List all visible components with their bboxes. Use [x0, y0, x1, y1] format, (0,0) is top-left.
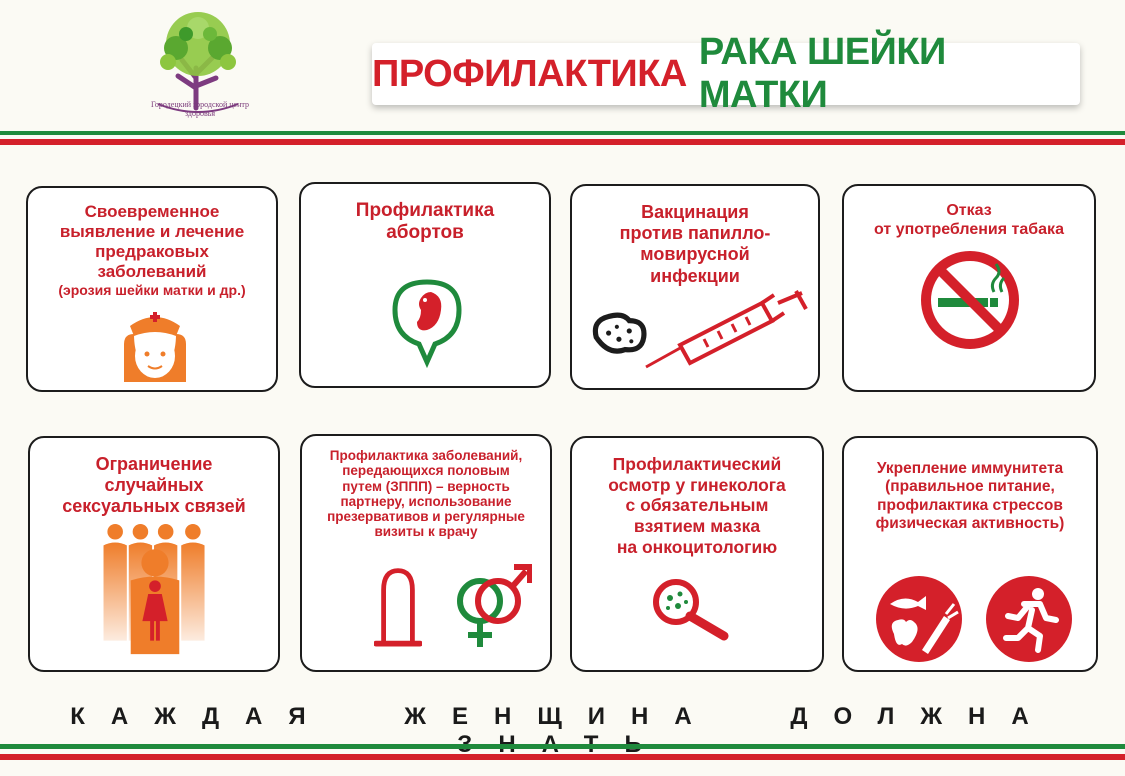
card-abortion-prevention [299, 182, 551, 388]
top-stripe-red [0, 139, 1125, 145]
running-person-icon [984, 574, 1074, 664]
card-subline: (эрозия шейки матки и др.) [58, 282, 246, 299]
card-line: выявление и лечение [59, 222, 245, 242]
card-line: Профилактика [355, 200, 495, 221]
card-line: с обязательным [625, 495, 769, 516]
nurse-icon [110, 306, 200, 386]
no-smoking-icon [920, 250, 1020, 350]
card-line: Отказ [946, 202, 992, 219]
card-line: мовирусной [640, 244, 750, 265]
card-line: (правильное питание, [885, 478, 1055, 496]
card-gynecologist-exam [570, 436, 824, 672]
bottom-stripe-green [0, 744, 1125, 749]
card-std-prevention [300, 434, 552, 672]
card-line: путем (ЗППП) – верность [342, 478, 510, 494]
title-part-green: РАКА ШЕЙКИ МАТКИ [698, 31, 946, 116]
card-line: визиты к врачу [374, 524, 478, 540]
magnifier-cells-icon [648, 574, 738, 644]
card-line: физическая активность) [875, 514, 1065, 532]
card-line: взятием мазка [633, 515, 761, 536]
card-line: Своевременное [84, 202, 220, 221]
people-group-icon [100, 524, 210, 660]
card-line: профилактика стрессов [877, 496, 1063, 514]
bottom-stripe-red [0, 754, 1125, 760]
card-line: Профилактика заболеваний, [329, 448, 523, 463]
footer-slogan: КАЖДАЯ ЖЕНЩИНА ДОЛЖНА [70, 703, 1055, 730]
card-line: Ограничение [95, 454, 213, 474]
page-title [372, 31, 1080, 116]
card-line: презервативов и регулярные [327, 509, 525, 524]
card-line: на онкоцитологию [616, 536, 778, 557]
logo-caption: Городецкий городской центр здоровья [151, 100, 249, 118]
card-line: Профилактический [612, 454, 782, 474]
healthy-food-icon [874, 574, 964, 664]
card-line: инфекции [650, 265, 740, 286]
gender-symbols-icon [452, 560, 532, 652]
card-line: предраковых [95, 242, 209, 262]
card-line: против папилло- [619, 223, 771, 244]
top-stripe-green [0, 131, 1125, 135]
card-line: абортов [386, 222, 464, 244]
card-line: осмотр у гинеколога [608, 474, 786, 495]
syringe-icon [642, 290, 812, 372]
card-line: Укрепление иммунитета [876, 460, 1064, 477]
title-part-red: ПРОФИЛАКТИКА [372, 52, 687, 95]
card-line: случайных [104, 475, 204, 496]
fetus-pin-icon [387, 270, 467, 370]
card-line: от употребления табака [874, 220, 1064, 238]
card-line: сексуальных связей [62, 496, 246, 517]
card-limit-contacts [28, 436, 280, 672]
card-no-smoking [842, 184, 1096, 392]
card-vaccination [570, 184, 820, 390]
card-line: Вакцинация [641, 202, 749, 222]
card-immunity [842, 436, 1098, 672]
card-line: заболеваний [97, 262, 207, 282]
card-line: передающихся половым [342, 463, 510, 479]
condom-icon [374, 566, 422, 654]
card-early-detection [26, 186, 278, 392]
card-line: партнеру, использование [340, 493, 512, 509]
